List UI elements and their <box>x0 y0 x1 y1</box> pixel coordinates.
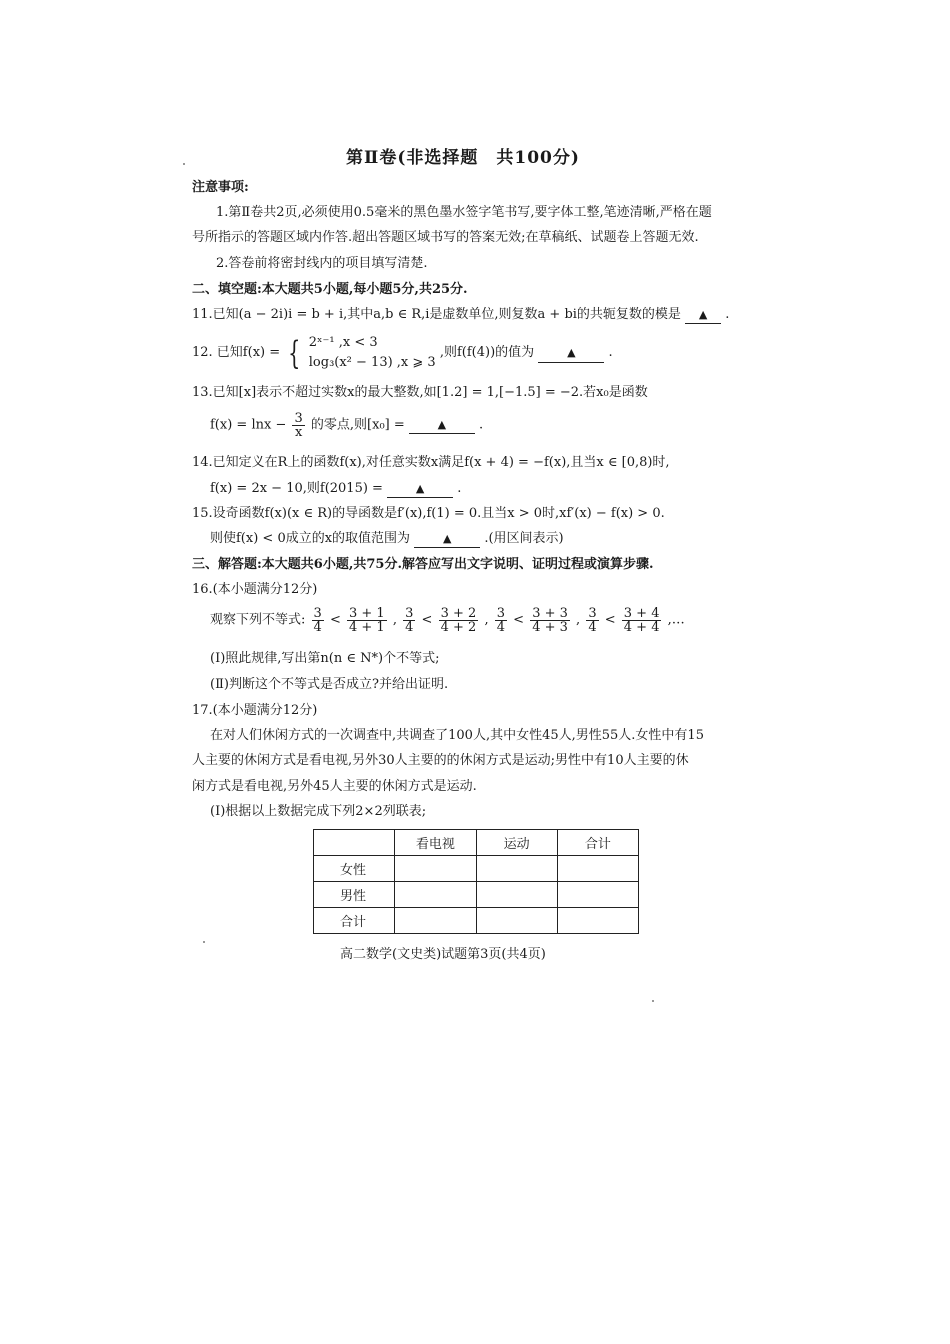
frac-denominator: 4 <box>588 620 597 635</box>
note-item-1-line-1: 1.第Ⅱ卷共2页,必须使用0.5毫米的黑色墨水签字笔书写,要字体工整,笔迹清晰,严格在题 <box>216 205 712 220</box>
frac-numerator: 3 + 3 <box>532 606 568 621</box>
frac-numerator: 3 <box>588 606 597 621</box>
question-16-inequalities <box>210 607 685 634</box>
table-cell <box>557 882 638 908</box>
q14-lead: f(x) = 2x − 10,则f(2015) = <box>210 481 383 496</box>
comma: , <box>392 612 397 628</box>
note-item-1-line-2: 号所指示的答题区域内作答.超出答题区域书写的答案无效;在草稿纸、试题卷上答题无效. <box>192 230 699 245</box>
scan-speck <box>203 941 205 943</box>
q11-text: 11.已知(a − 2i)i = b + i,其中a,b ∈ R,i是虚数单位,则复数a + bi的共轭复数的模是 <box>192 307 681 322</box>
scan-speck <box>652 1000 654 1002</box>
question-16-part-2: (Ⅱ)判断这个不等式是否成立?并给出证明. <box>210 677 449 692</box>
q13-lead: f(x) = lnx − <box>210 417 287 433</box>
row-header-male: 男性 <box>314 882 395 908</box>
q11-end: . <box>725 307 730 322</box>
fraction-3-over-4 <box>495 607 507 634</box>
notes-heading: 注意事项: <box>192 180 249 195</box>
q12-case-1: 2ˣ⁻¹ ,x < 3 <box>308 335 378 350</box>
fraction-2 <box>439 607 479 634</box>
less-than: < <box>604 612 616 628</box>
contingency-table <box>313 829 639 934</box>
page-title: 第Ⅱ卷(非选择题 共100分) <box>346 148 580 168</box>
frac-numerator: 3 <box>405 606 414 621</box>
frac-numerator: 3 + 4 <box>623 606 660 621</box>
q14-end: . <box>457 481 462 496</box>
column-header-sport: 运动 <box>476 830 557 856</box>
comma: , <box>576 612 581 628</box>
q16-intro: 观察下列不等式: <box>210 612 306 628</box>
question-16-heading: 16.(本小题满分12分) <box>192 582 318 597</box>
comma: , <box>484 612 489 628</box>
q12-piecewise <box>309 333 436 373</box>
page-footer: 高二数学(文史类)试题第3页(共4页) <box>340 947 546 962</box>
frac-numerator: 3 + 2 <box>440 606 477 621</box>
frac-denominator: 4 + 1 <box>349 620 385 635</box>
question-13-line-1: 13.已知[x]表示不超过实数x的最大整数,如[1.2] = 1,[−1.5] = −2.若x₀是函数 <box>192 385 648 400</box>
q13-answer-blank: ▲ <box>409 417 475 434</box>
fraction-4 <box>622 607 662 634</box>
frac-numerator: 3 <box>496 606 505 621</box>
table-cell <box>395 908 476 934</box>
q12-case-2: log₃(x² − 13) ,x ⩾ 3 <box>308 355 436 370</box>
frac-denominator: 4 + 4 <box>623 620 660 635</box>
fraction-3-over-x <box>292 412 304 439</box>
frac-denominator: 4 + 2 <box>440 620 477 635</box>
q15-end: .(用区间表示) <box>484 531 564 546</box>
q12-mid: ,则f(f(4))的值为 <box>439 345 535 360</box>
frac-denominator: 4 <box>405 620 414 635</box>
q13-mid: 的零点,则[x₀] = <box>310 417 405 433</box>
table-row <box>314 856 639 882</box>
frac-numerator: 3 <box>294 411 303 426</box>
table-row <box>314 908 639 934</box>
table-cell <box>557 856 638 882</box>
question-11 <box>192 307 729 324</box>
fraction-3-over-4 <box>586 607 598 634</box>
q13-end: . <box>479 417 484 433</box>
fraction-3 <box>530 607 570 634</box>
frac-denominator: 4 + 3 <box>532 620 568 635</box>
question-17-para-line-1: 在对人们休闲方式的一次调查中,共调查了100人,其中女性45人,男性55人.女性中有15 <box>210 728 704 743</box>
table-header-row <box>314 830 639 856</box>
question-17-heading: 17.(本小题满分12分) <box>192 703 318 718</box>
frac-numerator: 3 <box>313 606 322 621</box>
less-than: < <box>421 612 433 628</box>
table-cell <box>557 908 638 934</box>
column-header-total: 合计 <box>557 830 638 856</box>
question-14-line-1: 14.已知定义在R上的函数f(x),对任意实数x满足f(x + 4) = −f(x),且当x ∈ [0,8)时, <box>192 455 670 470</box>
less-than: < <box>329 612 341 628</box>
table-cell <box>395 856 476 882</box>
note-item-2: 2.答卷前将密封线内的项目填写清楚. <box>216 256 428 271</box>
q14-answer-blank: ▲ <box>387 481 453 498</box>
fraction-3-over-4 <box>312 607 324 634</box>
row-header-total: 合计 <box>314 908 395 934</box>
table-cell <box>476 856 557 882</box>
q15-lead: 则使f(x) < 0成立的x的取值范围为 <box>210 531 411 546</box>
question-12 <box>192 333 613 373</box>
scan-speck <box>183 163 185 165</box>
q12-lead: 12. 已知f(x) = <box>192 345 281 360</box>
section-3-heading: 三、解答题:本大题共6小题,共75分.解答应写出文字说明、证明过程或演算步骤. <box>192 557 654 572</box>
row-header-female: 女性 <box>314 856 395 882</box>
table-cell <box>476 908 557 934</box>
question-16-part-1: (Ⅰ)照此规律,写出第n(n ∈ N*)个不等式; <box>210 651 440 666</box>
less-than: < <box>513 612 525 628</box>
table-corner-cell <box>314 830 395 856</box>
question-14-line-2 <box>210 481 461 498</box>
q12-answer-blank: ▲ <box>538 344 604 363</box>
frac-denominator: 4 <box>496 620 505 635</box>
table-cell <box>395 882 476 908</box>
question-17-para-line-2: 人主要的休闲方式是看电视,另外30人主要的的休闲方式是运动;男性中有10人主要的休 <box>192 753 689 768</box>
q15-answer-blank: ▲ <box>414 531 480 548</box>
question-17-para-line-3: 闲方式是看电视,另外45人主要的休闲方式是运动. <box>192 779 477 794</box>
table-row <box>314 882 639 908</box>
column-header-tv: 看电视 <box>395 830 476 856</box>
question-13-line-2 <box>210 412 483 439</box>
q12-end: . <box>608 345 613 360</box>
frac-denominator: x <box>294 425 303 440</box>
question-15-line-1: 15.设奇函数f(x)(x ∈ R)的导函数是f′(x),f(1) = 0.且当x > 0时,xf′(x) − f(x) > 0. <box>192 506 665 521</box>
fraction-1 <box>347 607 387 634</box>
question-15-line-2 <box>210 531 564 548</box>
piecewise-brace: { <box>288 334 301 372</box>
question-17-part-1: (Ⅰ)根据以上数据完成下列2×2列联表; <box>210 804 427 819</box>
frac-numerator: 3 + 1 <box>349 606 385 621</box>
q11-answer-blank: ▲ <box>685 307 721 324</box>
fraction-3-over-4 <box>403 607 415 634</box>
section-2-heading: 二、填空题:本大题共5小题,每小题5分,共25分. <box>192 282 468 297</box>
table-cell <box>476 882 557 908</box>
ellipsis: ,… <box>667 612 685 628</box>
frac-denominator: 4 <box>313 620 322 635</box>
